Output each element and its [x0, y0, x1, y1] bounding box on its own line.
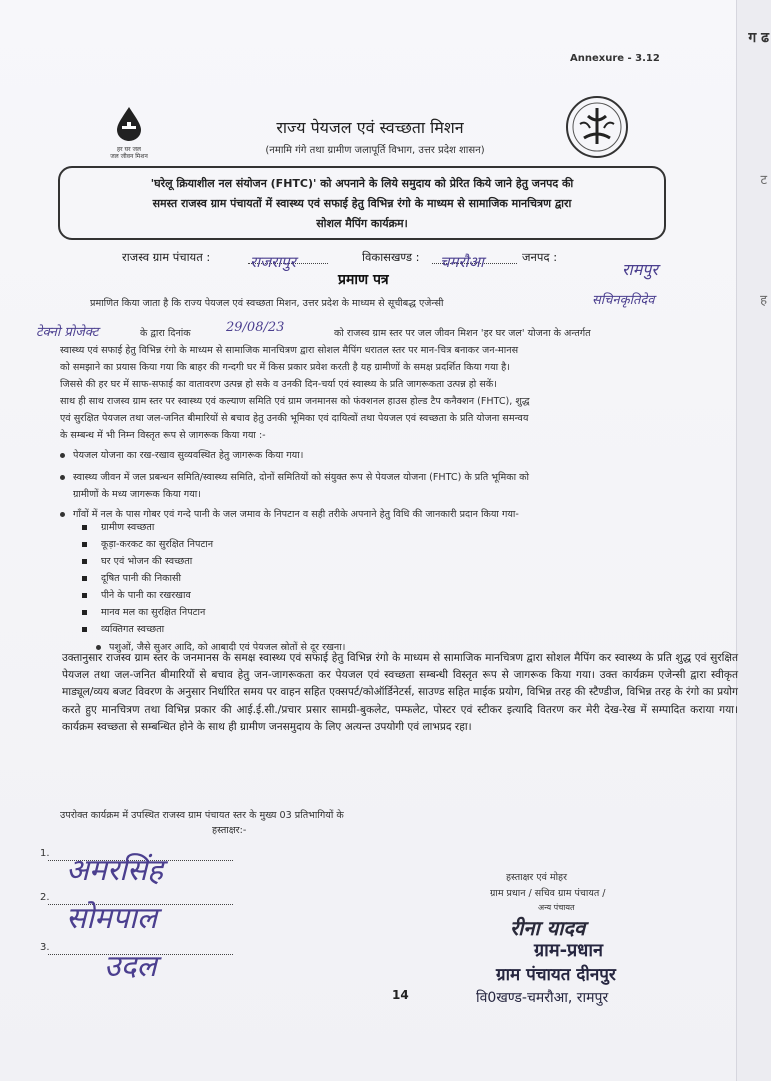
- attendance-line-2: हस्ताक्षर:-: [212, 825, 247, 836]
- participant-number: 2.: [40, 892, 50, 903]
- water-drop-icon: [114, 106, 144, 142]
- body-line: प्रमाणित किया जाता है कि राज्य पेयजल एवं स्वच्छता मिशन, उत्तर प्रदेश के माध्यम से सूचीबद्ध एजेन्सी: [90, 298, 444, 309]
- box-line: समस्त राजस्व ग्राम पंचायतों में स्वास्थ्य एवं सफाई हेतु विभिन्न रंगो के माध्यम से सामाजिक मानचित्रण द्वारा: [152, 197, 572, 210]
- district-label: जनपद :: [522, 250, 558, 264]
- topic-text: मानव मल का सुरक्षित निपटान: [101, 607, 206, 618]
- bullet-text: गाँवों में नल के पास गोबर एवं गन्दे पानी के जल जमाव के निपटान व सही तरीके अपनाने हेतु विधि की जानकारी प्रदान किया गया-: [73, 509, 519, 520]
- mission-title: राज्य पेयजल एवं स्वच्छता मिशन: [276, 118, 464, 137]
- pradhan-signature: रीना यादव: [510, 916, 586, 940]
- attendance-line: उपरोक्त कार्यक्रम में उपस्थित राजस्व ग्राम पंचायत स्तर के मुख्य 03 प्रतिभागियों के: [60, 810, 344, 821]
- square-bullet-icon: [82, 593, 87, 598]
- program-title-box: [58, 166, 666, 240]
- bullet-item: [60, 470, 529, 483]
- bullet-icon: [60, 512, 65, 517]
- edge-fragment: ह: [760, 293, 767, 308]
- official-stamp: [472, 936, 732, 1006]
- bullet-text: पशुओं, जैसे सुअर आदि, को आबादी एवं पेयजल स्रोतों से दूर रखना।: [109, 642, 346, 653]
- block-label: विकासखण्ड :: [362, 250, 420, 264]
- square-bullet-icon: [82, 627, 87, 632]
- body-line: स्वास्थ्य एवं सफाई हेतु विभिन्न रंगो के माध्यम से सामाजिक मानचित्रण द्वारा सोशल मैपिंग धरातल स्तर पर मान-चित्र बनाकर जन-मानस: [60, 345, 519, 356]
- annexure-label: Annexure - 3.12: [570, 53, 660, 64]
- sanitation-topic-item: [82, 622, 164, 635]
- body-line: को समझाने का प्रयास किया गया कि बाहर की गन्दगी घर में किस प्रकार प्रवेश करती है यह ग्रामीणों के समक्ष प्रदर्शित किया गया है।: [60, 362, 510, 373]
- square-bullet-icon: [82, 576, 87, 581]
- participant-signature: उदल: [104, 949, 157, 984]
- gram-panchayat-label: राजस्व ग्राम पंचायत :: [122, 250, 211, 264]
- participant-number: 1.: [40, 848, 50, 859]
- topic-text: व्यक्तिगत स्वच्छता: [101, 624, 165, 635]
- stamp-line: ग्राम पंचायत दीनपुर: [496, 965, 616, 985]
- square-bullet-icon: [82, 559, 87, 564]
- agency-name: सचिनकृतिदेव: [592, 293, 655, 308]
- har-ghar-jal-logo: [104, 106, 154, 164]
- body-line: एवं सुरक्षित पेयजल तथा जल-जनित बीमारियों से बचाव हेतु उनकी भूमिका एवं दायित्वों तथा पेयजल एवं स्वच्छता के प्रति योजना समन्वय: [60, 413, 529, 424]
- topic-text: कूड़ा-करकट का सुरक्षित निपटान: [101, 539, 214, 550]
- logo-caption-2: जल जीवन मिशन: [110, 153, 148, 160]
- edge-fragment: ट: [760, 173, 767, 188]
- sanitation-topic-item: [82, 588, 191, 601]
- sanitation-topic-item: [82, 554, 192, 567]
- square-bullet-icon: [82, 610, 87, 615]
- bullet-item: [60, 507, 519, 520]
- bullet-icon: [96, 645, 101, 650]
- bullet-icon: [60, 475, 65, 480]
- bullet-text-continued: ग्रामीणों के मध्य जागरूक किया गया।: [73, 489, 201, 500]
- body-line: के द्वारा दिनांक: [140, 328, 191, 339]
- participant-number: 3.: [40, 942, 50, 953]
- stamp-line: वि0खण्ड-चमरौआ, रामपुर: [476, 990, 609, 1006]
- agency-name-2: टेक्नो प्रोजेक्ट: [36, 325, 99, 340]
- body-line: के सम्बन्ध में भी निम्न विस्तृत रूप से जागरूक किया गया :-: [60, 430, 266, 441]
- bullet-item: [60, 448, 303, 461]
- up-government-emblem-icon: [562, 94, 632, 160]
- district-value: रामपुर: [622, 260, 658, 279]
- participant-signature: सोमपाल: [66, 901, 158, 936]
- body-line: को राजस्व ग्राम स्तर पर जल जीवन मिशन 'हर घर जल' योजना के अन्तर्गत: [334, 328, 591, 339]
- program-date: 29/08/23: [226, 320, 285, 335]
- edge-heading: ग ढ: [748, 30, 769, 46]
- box-line: सोशल मैपिंग कार्यक्रम।: [316, 217, 408, 230]
- certificate-title: प्रमाण पत्र: [338, 272, 389, 288]
- square-bullet-icon: [82, 525, 87, 530]
- sanitation-topic-item: [82, 571, 181, 584]
- body-line: साथ ही साथ राजस्व ग्राम स्तर पर स्वास्थ्य एवं कल्याण समिति एवं ग्राम जनमानस को फंक्शनल हाउस होल्ड टैप कनैक्शन (FHTC), शुद्ध: [60, 396, 530, 407]
- page-number: 14: [392, 988, 409, 1002]
- signature-label: हस्ताक्षर एवं मोहर: [506, 872, 567, 883]
- topic-text: ग्रामीण स्वच्छता: [101, 522, 155, 533]
- participant-signature: अमरसिंह: [66, 853, 164, 888]
- topic-text: पीने के पानी का रखरखाव: [101, 590, 191, 601]
- bullet-icon: [60, 453, 65, 458]
- mission-subtitle: (नमामि गंगे तथा ग्रामीण जलापूर्ति विभाग, उत्तर प्रदेश शासन): [265, 145, 485, 156]
- logo-caption: हर घर जल: [117, 146, 141, 153]
- block-value: चमरौआ: [440, 253, 484, 271]
- signature-role: ग्राम प्रधान / सचिव ग्राम पंचायत /: [490, 888, 606, 899]
- adjacent-page-edge: [736, 0, 771, 1081]
- sanitation-topic-item: [82, 537, 213, 550]
- gram-panchayat-value: राजरापुर: [250, 253, 296, 271]
- sanitation-topic-item: [82, 605, 205, 618]
- topic-text: घर एवं भोजन की स्वच्छता: [101, 556, 193, 567]
- summary-paragraph: उक्तानुसार राजस्व ग्राम स्तर के जनमानस के समक्ष स्वास्थ्य एवं सफाई हेतु विभिन्न रंगो के माध्यम से सामाजिक मानचित्रण द्वारा सोशल मैपिंग कर स्वास्थ्य के प्रति शुद्ध एवं सुरक्षित पेयजल तथा जल-जनित बीमारियों से बचाव हेतु जन-जागरूकता कर पेयजल एवं स्वच्छता सम्बन्धी विस्तृत रूप से जागरूक किया गया। उक्त कार्यक्रम एजेन्सी द्वारा स्वीकृत माड्यूल/व्यय बजट विवरण के अनुसार निर्धारित समय पर वाहन सहित एक्सपर्ट/कोऑर्डिनेटर्स, साउण्ड सहित माईक प्रयोग, विभिन्न तरह की स्टैण्डीज, विभिन्न तरह के रंगो का प्रयोग करते हुए मानचित्रण तथा विभिन्न प्रकार की आई.ई.सी./प्रचार प्रसार सामग्री-बुकलेट, पम्फलेट, पोस्टर एवं स्टीकर इत्यादि वितरण कर मेरी देख-रेख में सम्पादित कराया गया। कार्यक्रम स्वच्छता से सम्बन्धित होने के साथ ही ग्रामीण जनसमुदाय के लिए अत्यन्त उपयोगी एवं लाभप्रद रहा।: [62, 652, 738, 733]
- sanitation-topic-item: [82, 520, 154, 533]
- box-line: 'घरेलू क्रियाशील नल संयोजन (FHTC)' को अपनाने के लिये समुदाय को प्रेरित किये जाने हेतु जनपद की: [150, 177, 574, 190]
- bullet-text: पेयजल योजना का रख-रखाव सुव्यवस्थित हेतु जागरूक किया गया।: [73, 450, 304, 461]
- topic-text: दूषित पानी की निकासी: [101, 573, 181, 584]
- stamp-line: ग्राम-प्रधान: [534, 940, 604, 961]
- signature-role-2: अन्य पंचायत: [538, 903, 575, 912]
- bullet-text: स्वास्थ्य जीवन में जल प्रबन्धन समिति/स्वास्थ्य समिति, दोनों समितियों को संयुक्त रूप से पेयजल योजना (FHTC) के प्रति भूमिका को: [73, 472, 529, 483]
- square-bullet-icon: [82, 542, 87, 547]
- body-line: जिससे की हर घर में साफ-सफाई का वातावरण उत्पन्न हो सके व उनकी दिन-चर्या एवं स्वास्थ्य के प्रति जागरूकता उत्पन्न हो सकें।: [60, 379, 497, 390]
